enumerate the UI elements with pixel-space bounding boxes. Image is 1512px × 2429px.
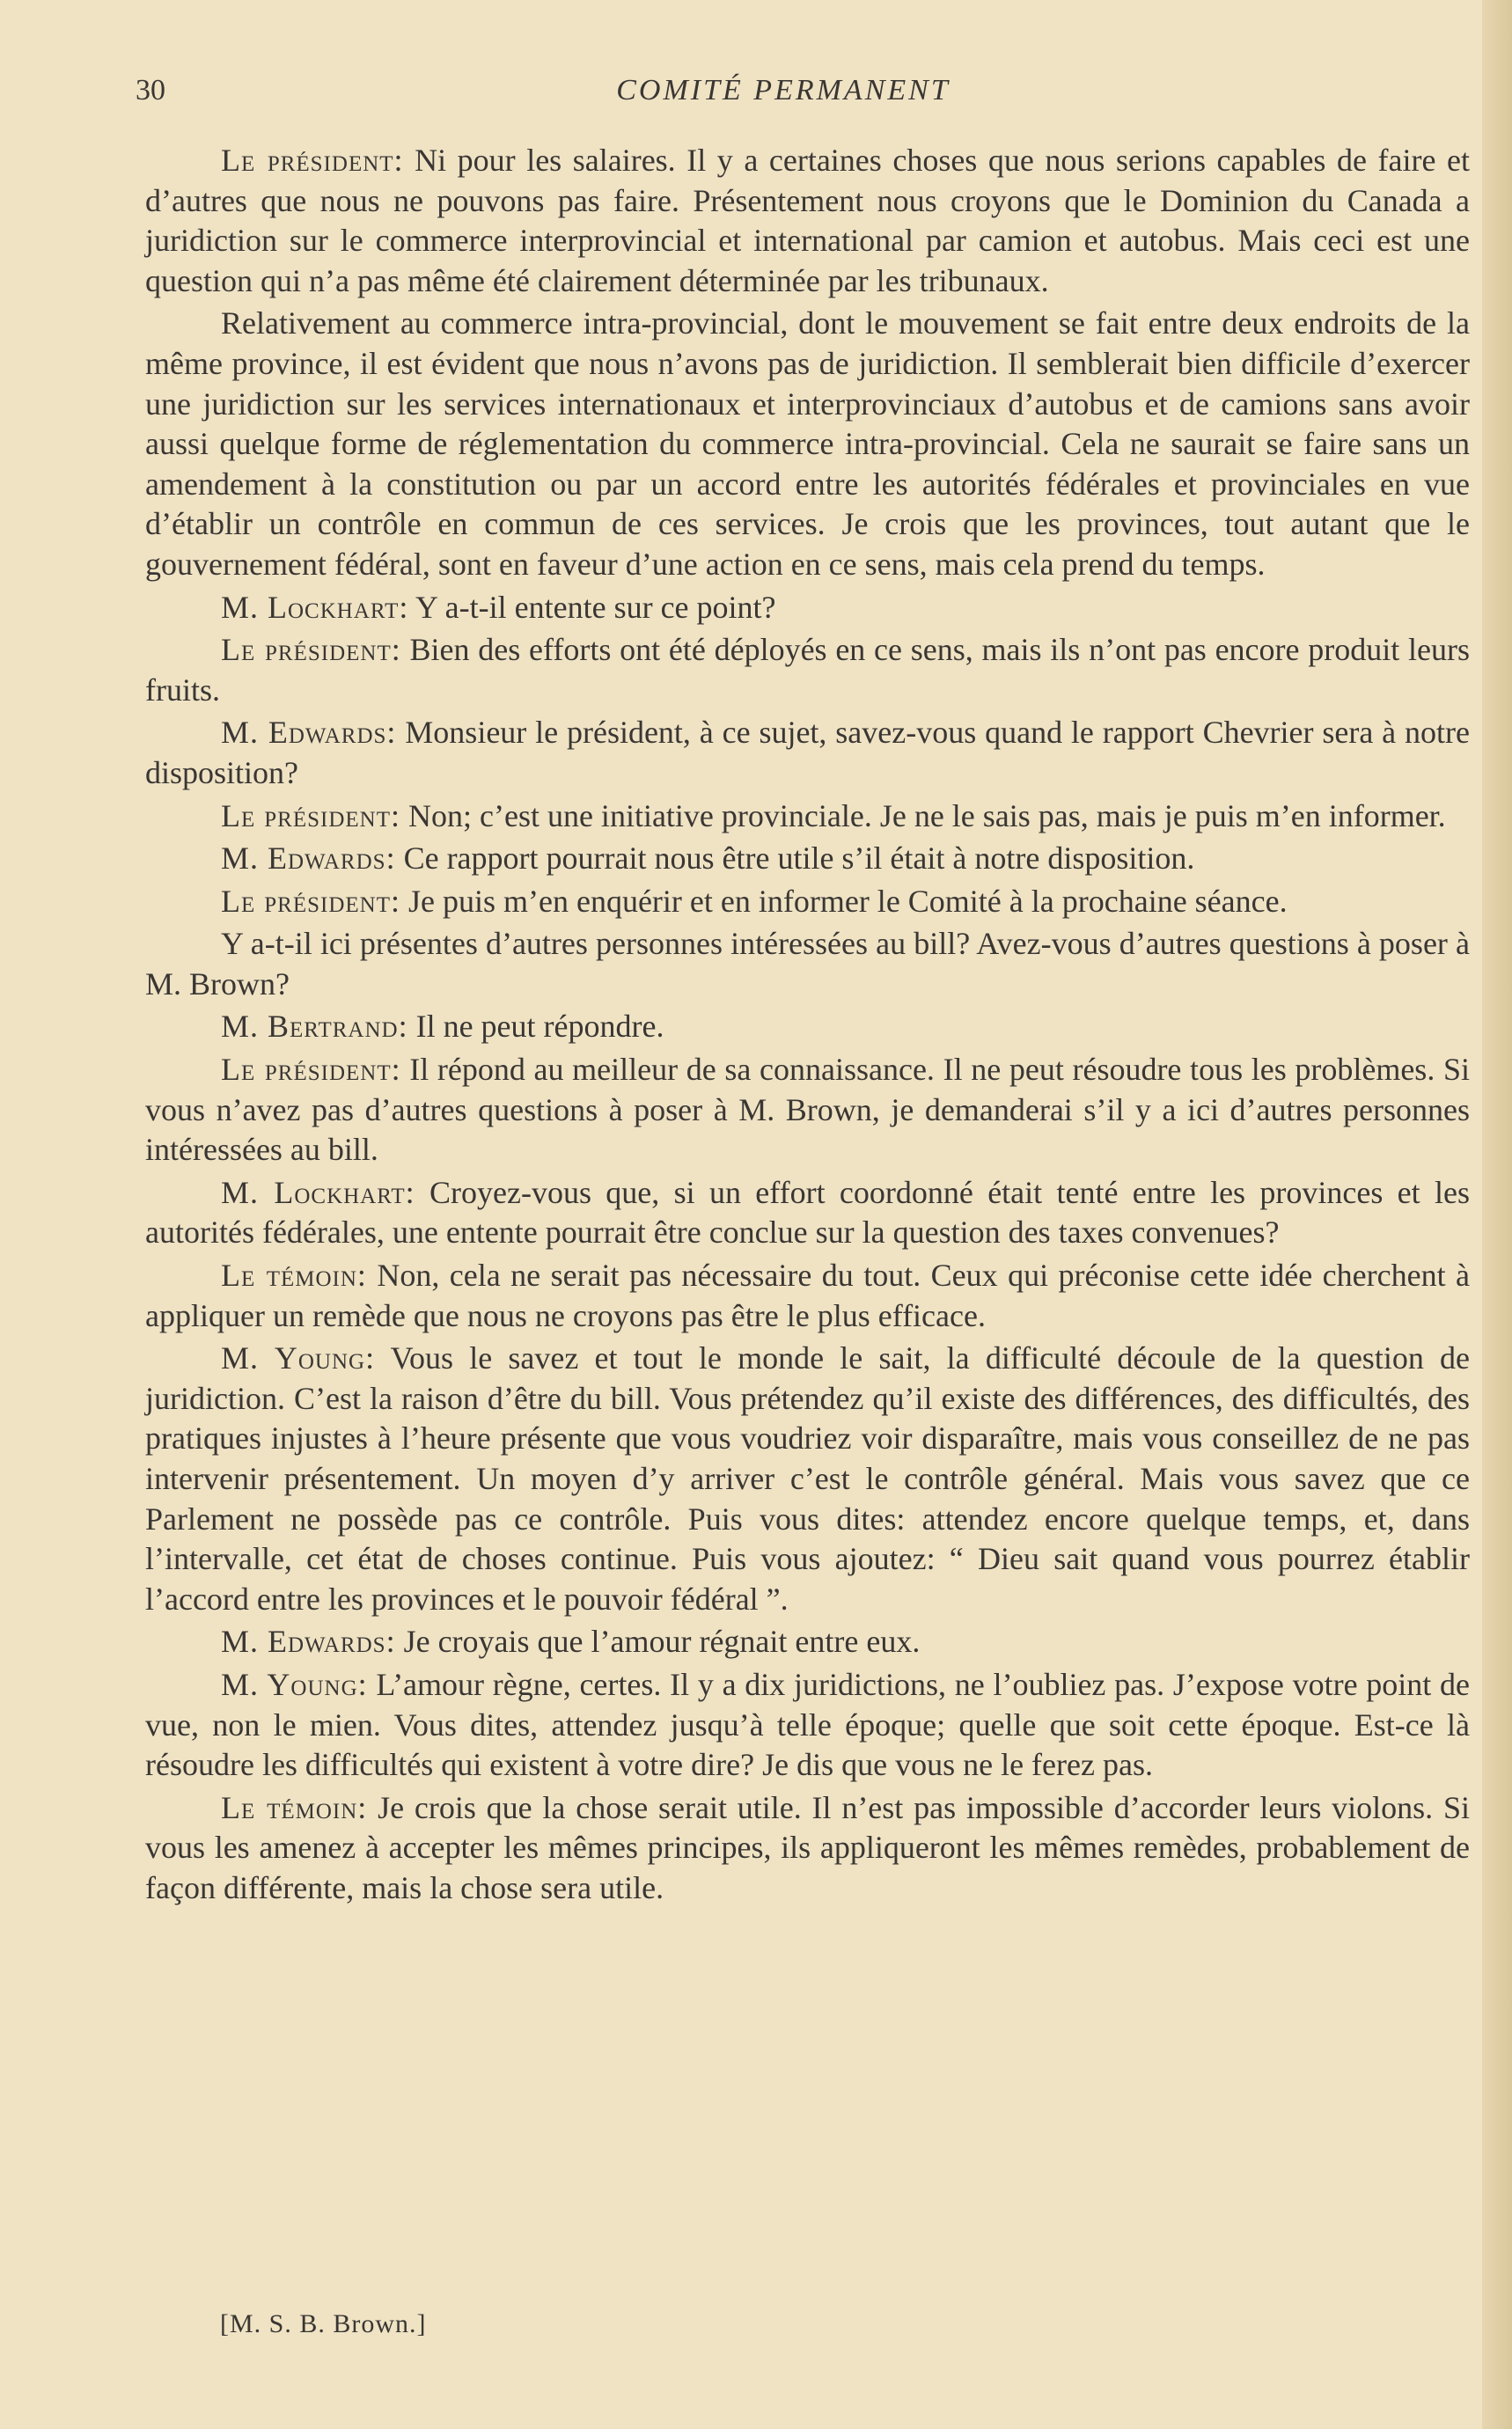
speaker-label: Le président: [221, 883, 400, 919]
speaker-label: M. Edwards: [221, 715, 397, 751]
paragraph [145, 588, 1470, 628]
paragraph [145, 713, 1470, 793]
paragraph [145, 630, 1470, 710]
speaker-label: M. Lockhart: [221, 1174, 415, 1210]
paragraph-text: Ni pour les salaires. Il y a certaines choses que nous serions capables de faire et d’autres que nous ne pouvons pas faire. Présentement nous croyons que le Dominion du Canada a juridiction sur le commerce interprovincial et international par camion et autobus. Mais ceci est une question qui n’a pas même été clairement déterminée par les tribunaux. [145, 143, 1470, 298]
paragraph-text: Monsieur le président, à ce sujet, savez-vous quand le rapport Chevrier sera à notre disposition? [145, 715, 1470, 790]
paragraph-text: Vous le savez et tout le monde le sait, la difficulté découle de la question de juridiction. C’est la raison d’être du bill. Vous prétendez qu’il existe des différences, des difficultés, des pratiques injustes à l’heure présente que vous voudriez voir disparaître, mais vous conseillez de ne pas intervenir présentement. Un moyen d’y arriver c’est le contrôle général. Mais vous savez que ce Parlement ne possède pas ce contrôle. Puis vous dites: attendez encore quelque temps, et, dans l’intervalle, cet état de choses continue. Puis vous ajoutez: “ Dieu sait quand vous pourrez établir l’accord entre les provinces et le pouvoir fédéral ”. [145, 1340, 1470, 1617]
paragraph-text: Il répond au meilleur de sa connaissance. Il ne peut résoudre tous les problèmes. Si vous n’avez pas d’autres questions à poser à M. Brown, je demanderai s’il y a ici d’autres personnes intéressées au bill. [145, 1052, 1470, 1168]
paragraph-text: Non; c’est une initiative provinciale. Je ne le sais pas, mais je puis m’en informer. [400, 797, 1446, 833]
paragraph-text: L’amour règne, certes. Il y a dix juridictions, ne l’oubliez pas. J’expose votre point de vue, non le mien. Vous dites, attendez jusqu’à telle époque; quelle que soit cette époque. Est-ce là résoudre les difficultés qui existent à votre dire? Je dis que vous ne le ferez pas. [145, 1666, 1470, 1783]
paragraph [145, 1339, 1470, 1619]
speaker-label: M. Lockhart: [221, 589, 409, 625]
running-head: COMITÉ PERMANENT [616, 74, 951, 106]
paragraph-text: Relativement au commerce intra-provincial, dont le mouvement se fait entre deux endroits de la même province, il est évident que nous n’avons pas de juridiction. Il semblerait bien difficile d’exercer une juridiction sur les services internationaux et interprovinciaux d’autobus et de camions sans avoir aussi quelque forme de réglementation du commerce intra-provincial. Cela ne saurait se faire sans un amendement à la constitution ou par un accord entre les autorités fédérales et provinciales en vue d’établir un contrôle en commun de ces services. Je crois que les provinces, tout autant que le gouvernement fédéral, sont en faveur d’une action en ce sens, mais cela prend du temps. [145, 305, 1470, 582]
paragraph [145, 796, 1470, 837]
footer-note: [M. S. B. Brown.] [220, 2309, 427, 2338]
speaker-label: M. Young: [221, 1340, 376, 1376]
paragraph-text: Y a-t-il entente sur ce point? [408, 589, 776, 625]
paragraph-text: Je croyais que l’amour régnait entre eux. [395, 1624, 921, 1660]
speaker-label: Le témoin: [221, 1789, 368, 1825]
paragraph-text: Ce rapport pourrait nous être utile s’il était à notre disposition. [395, 840, 1195, 877]
body-text [145, 141, 1470, 1912]
speaker-label: M. Edwards: [221, 1624, 396, 1660]
paragraph [145, 304, 1470, 584]
paragraph [145, 882, 1470, 922]
paragraph [145, 1665, 1470, 1786]
speaker-label: Le président: [221, 143, 404, 178]
speaker-label: M. Bertrand: [221, 1009, 408, 1045]
page-header [132, 69, 1435, 121]
paragraph-text: Je puis m’en enquérir et en informer le Comité à la prochaine séance. [400, 883, 1288, 919]
paragraph [145, 924, 1470, 1004]
paragraph [145, 1256, 1470, 1336]
speaker-label: Le président: [221, 632, 401, 668]
paragraph-text: Je crois que la chose serait utile. Il n’est pas impossible d’accorder leurs violons. Si vous les amenez à accepter les mêmes principes, ils appliqueront les mêmes remèdes, probablement de façon différente, mais la chose sera utile. [145, 1789, 1471, 1905]
paragraph [145, 1050, 1470, 1170]
paragraph [145, 1622, 1470, 1662]
paragraph-text: Y a-t-il ici présentes d’autres personnes intéressées au bill? Avez-vous d’autres questions à poser à M. Brown? [145, 926, 1470, 1002]
paragraph-text: Bien des efforts ont été déployés en ce sens, mais ils n’ont pas encore produit leurs fruits. [145, 632, 1470, 708]
paragraph [145, 1788, 1470, 1909]
paragraph-text: Non, cela ne serait pas nécessaire du tout. Ceux qui préconise cette idée cherchent à appliquer un remède que nous ne croyons pas être le plus efficace. [145, 1258, 1471, 1333]
paragraph-text: Croyez-vous que, si un effort coordonné était tenté entre les provinces et les autorités fédérales, une entente pourrait être conclue sur la question des taxes convenues? [145, 1174, 1470, 1251]
paragraph [145, 1173, 1470, 1253]
page-number: 30 [136, 74, 165, 106]
paragraph [145, 839, 1470, 879]
speaker-label: M. Edwards: [221, 840, 396, 877]
page-edge [1482, 0, 1512, 2429]
speaker-label: Le président: [221, 797, 400, 833]
speaker-label: Le témoin: [221, 1258, 367, 1294]
paragraph-text: Il ne peut répondre. [407, 1009, 664, 1045]
paragraph [145, 141, 1470, 301]
speaker-label: M. Young: [221, 1666, 368, 1702]
speaker-label: Le président: [221, 1052, 401, 1088]
paragraph [145, 1007, 1470, 1047]
